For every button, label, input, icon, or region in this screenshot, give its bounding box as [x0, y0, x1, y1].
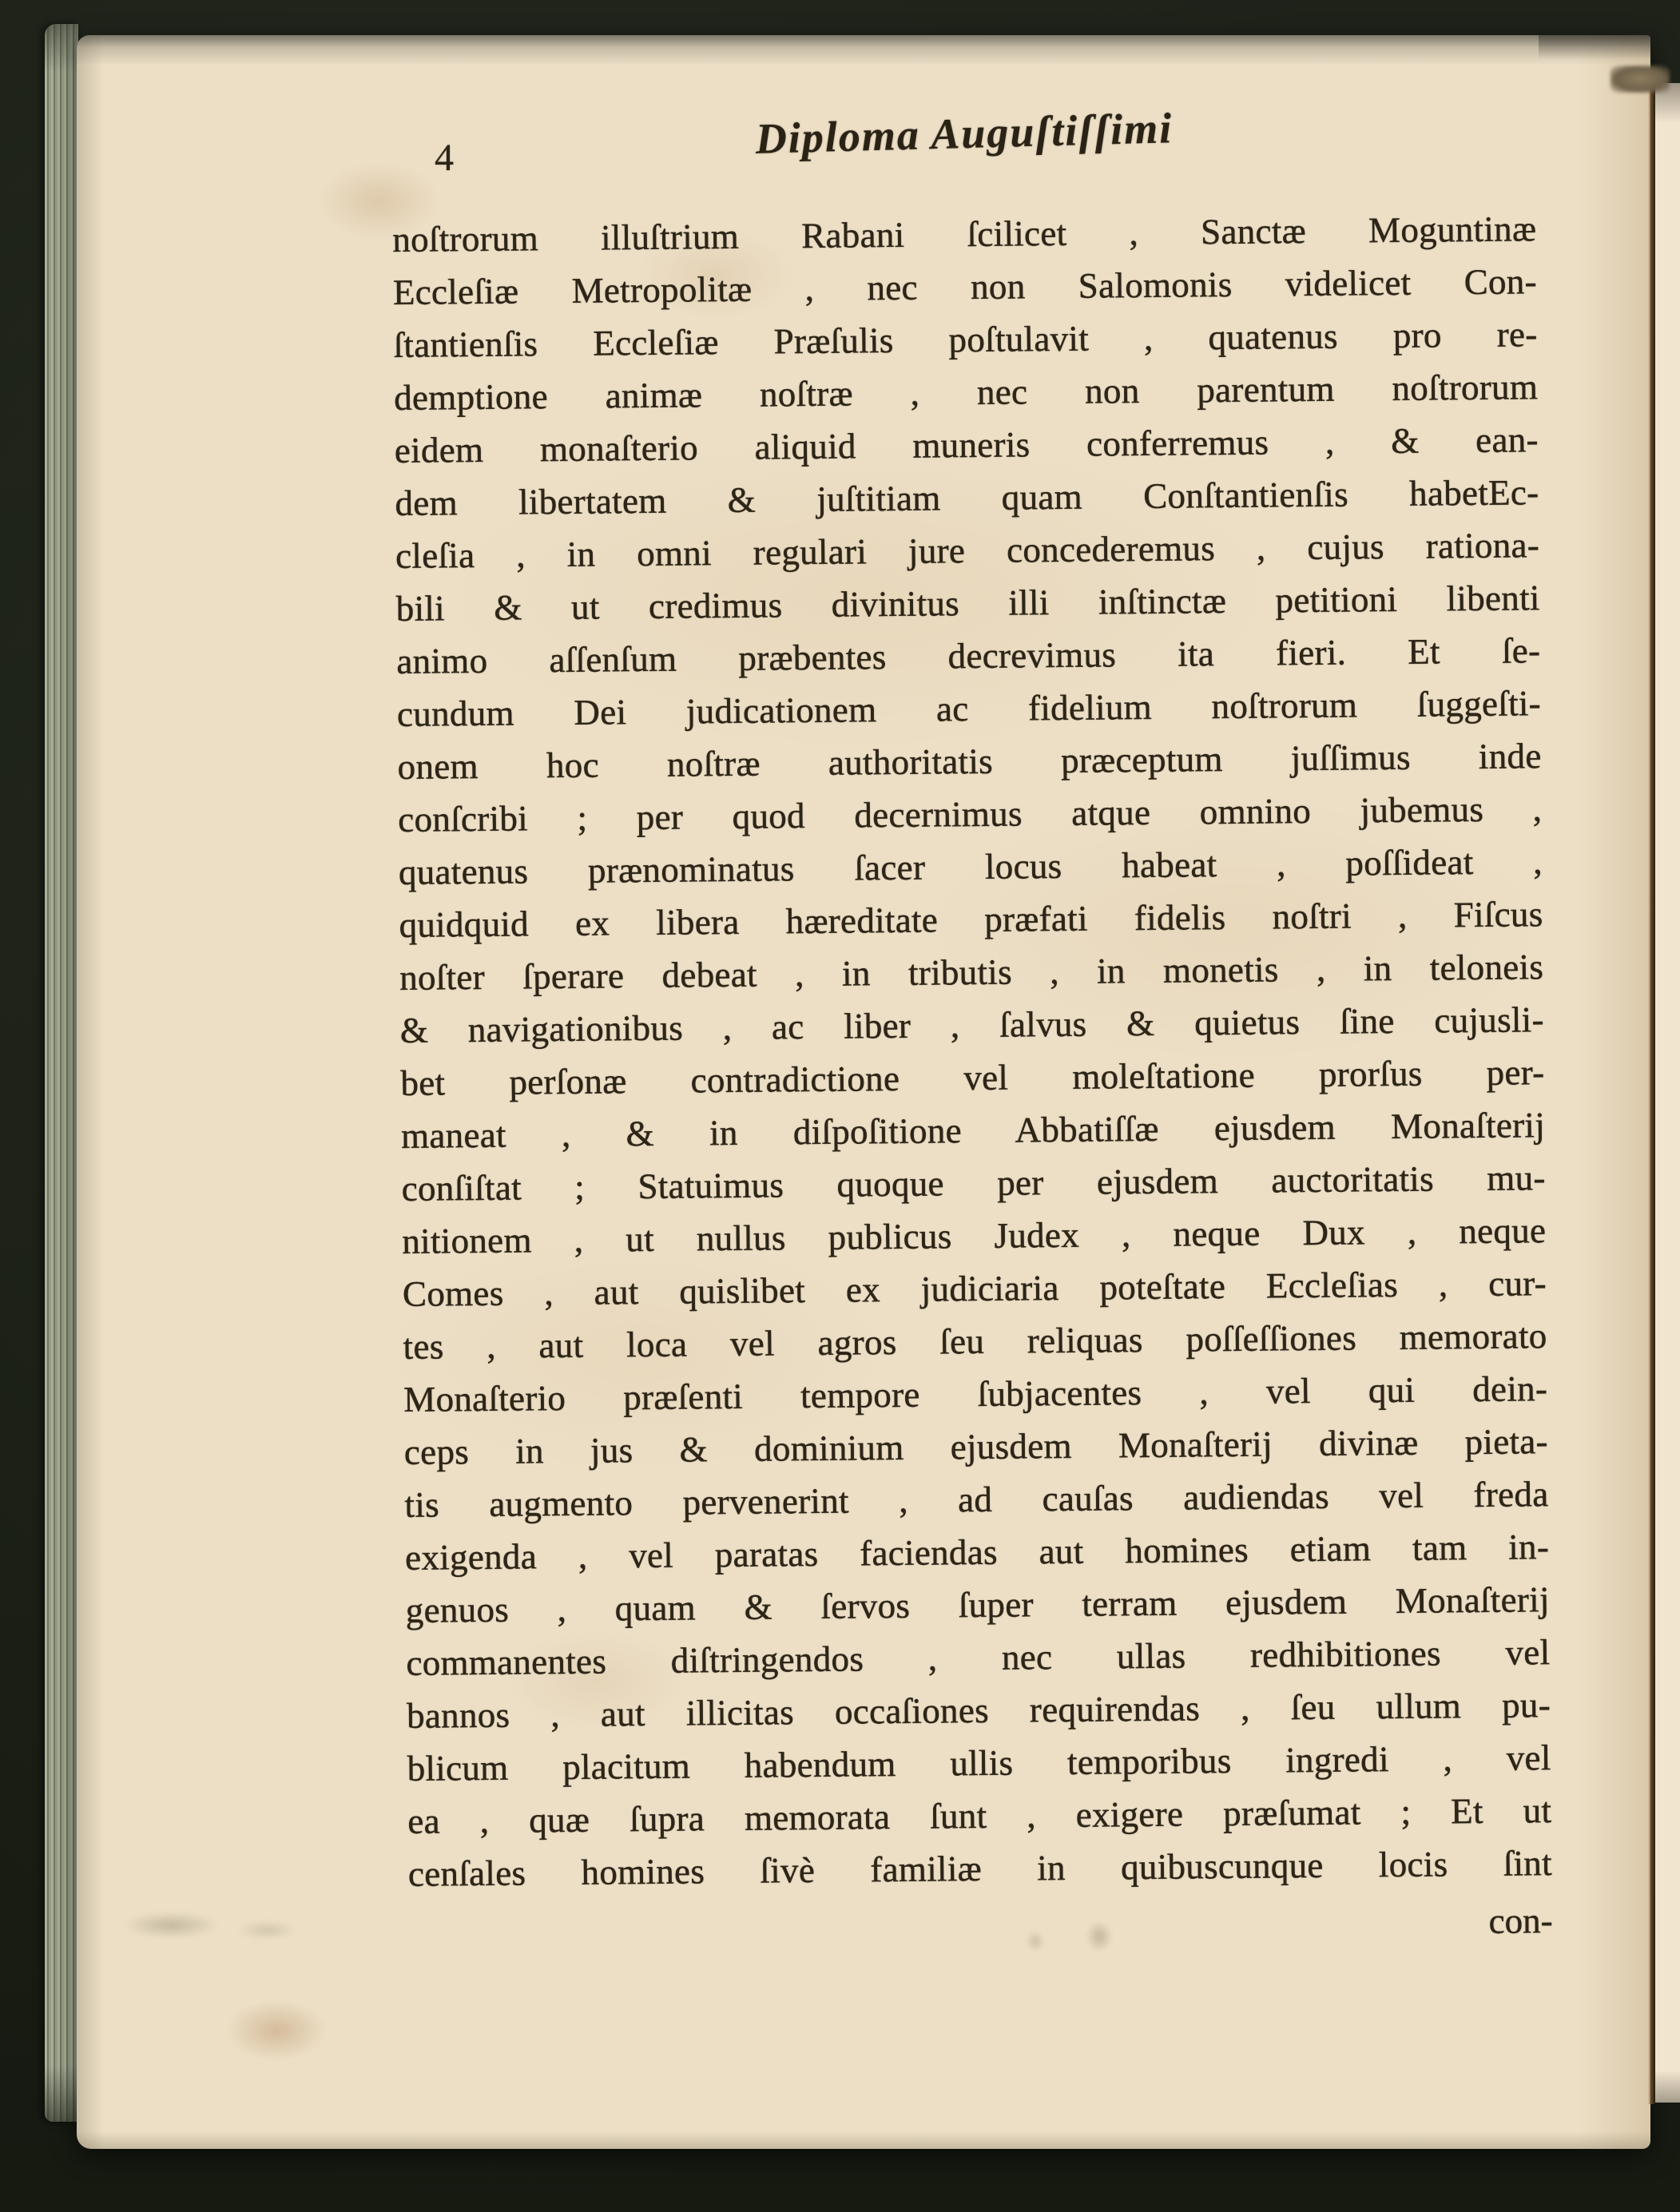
- book-page: [77, 35, 1650, 2149]
- gutter-crease: [1648, 80, 1655, 2104]
- text-line: demptione animæ noſtræ , nec non parentum noſtrorum: [393, 367, 1539, 418]
- text-line: ſtantienſis Eccleſiæ Præſulis poſtulavit , quatenus pro re-: [393, 314, 1538, 365]
- text-line: noſtrorum illuſtrium Rabani ſcilicet , Sanctæ Moguntinæ: [392, 208, 1537, 260]
- text-line: conſcribi ; per quod decernimus atque omnino jubemus ,: [398, 788, 1543, 840]
- text-line: bannos , aut illicitas occaſiones requirendas , ſeu ullum pu-: [406, 1685, 1551, 1736]
- page-number: 4: [435, 137, 454, 179]
- text-line: tis augmento pervenerint , ad cauſas audiendas vel freda: [404, 1474, 1549, 1525]
- text-line: quatenus prænominatus ſacer locus habeat , poſſideat ,: [398, 841, 1543, 892]
- endband-tuft: [1610, 66, 1670, 93]
- body-text-block: [392, 202, 1553, 1958]
- text-line: cleſia , in omni regulari jure concederemus , cujus rationa-: [395, 525, 1540, 576]
- text-line: eidem monaſterio aliquid muneris conferremus , & ean-: [394, 419, 1539, 471]
- text-lines: [392, 202, 1552, 1900]
- text-line: bet perſonæ contradictione vel moleſtatione prorſus per-: [400, 1052, 1545, 1103]
- text-line: noſter ſperare debeat , in tributis , in monetis , in teloneis: [399, 947, 1544, 998]
- text-line: tes , aut loca vel agros ſeu reliquas poſſeſſiones memorato: [403, 1316, 1547, 1367]
- text-line: ceps in jus & dominium ejusdem Monaſterij divinæ pieta-: [403, 1421, 1549, 1472]
- text-line: Monaſterio præſenti tempore ſubjacentes , vel qui dein-: [403, 1368, 1548, 1420]
- page-edge-stack: [45, 24, 78, 2122]
- text-line: ea , quæ ſupra memorata ſunt , exigere præſumat ; Et ut: [407, 1790, 1552, 1841]
- catchword: con-: [1488, 1900, 1553, 1941]
- text-line: cenſales homines ſivè familiæ in quibuscunque locis ſint: [407, 1843, 1553, 1894]
- text-line: quidquid ex libera hæreditate præfati fidelis noſtri , Fiſcus: [399, 894, 1543, 945]
- text-line: cundum Dei judicationem ac fidelium noſtrorum ſuggeſti-: [396, 683, 1542, 734]
- text-line: & navigationibus , ac liber , ſalvus & quietus ſine cujusli-: [399, 999, 1544, 1050]
- text-line: nitionem , ut nullus publicus Judex , neque Dux , neque: [402, 1210, 1547, 1261]
- page-corner-shadow: [1539, 35, 1650, 59]
- text-line: Comes , aut quislibet ex judiciaria poteſtate Eccleſias , cur-: [402, 1263, 1547, 1314]
- text-line: conſiſtat ; Statuimus quoque per ejusdem auctoritatis mu-: [401, 1158, 1546, 1209]
- text-line: animo aſſenſum præbentes decrevimus ita fieri. Et ſe-: [396, 630, 1541, 681]
- text-line: genuos , quam & ſervos ſuper terram ejusdem Monaſterij: [405, 1579, 1550, 1630]
- text-line: blicum placitum habendum ullis temporibus ingredi , vel: [407, 1737, 1551, 1789]
- text-line: dem libertatem & juſtitiam quam Conſtantienſis habetEc-: [395, 472, 1539, 523]
- text-line: commanentes diſtringendos , nec ullas redhibitiones vel: [406, 1632, 1551, 1683]
- text-line: onem hoc noſtræ authoritatis præceptum juſſimus inde: [397, 736, 1542, 787]
- show-through-mark: [1003, 1912, 1131, 1960]
- text-line: Eccleſiæ Metropolitæ , nec non Salomonis videlicet Con-: [392, 261, 1538, 312]
- text-line: maneat , & in diſpoſitione Abbatiſſæ ejusdem Monaſterij: [400, 1105, 1546, 1156]
- running-title: Diploma Auguſtiſſimi: [755, 104, 1174, 163]
- show-through-marks: [99, 1895, 594, 1951]
- text-line: bili & ut credimus divinitus illi inſtinctæ petitioni libenti: [395, 578, 1540, 629]
- text-line: exigenda , vel paratas faciendas aut homines etiam tam in-: [404, 1527, 1550, 1578]
- adjacent-page-edge: [1655, 83, 1680, 2103]
